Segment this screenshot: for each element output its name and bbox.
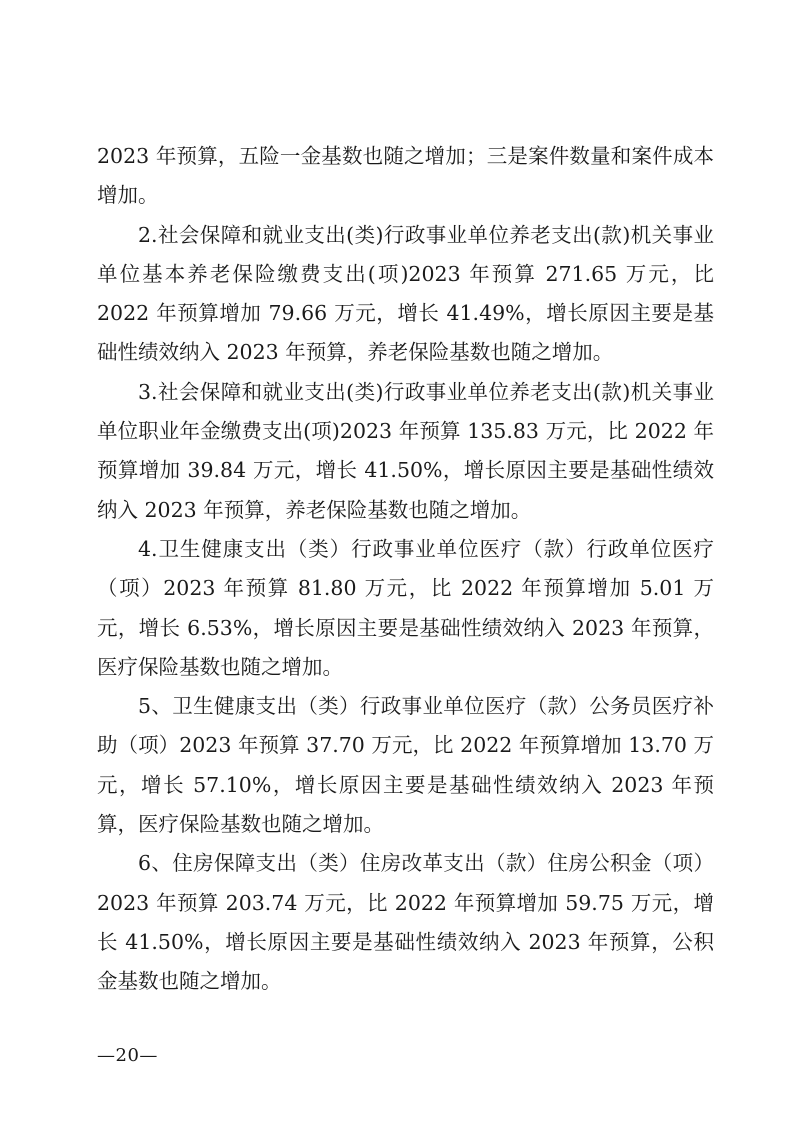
paragraph-civil-servant-medical: 5、卫生健康支出（类）行政事业单位医疗（款）公务员医疗补助（项）2023 年预算 37.70 万元，比 2022 年预算增加 13.70 万元，增长 57.10%，增长原因主要是基础性绩效纳入 2023 年预算，医疗保险基数也随之增加。: [97, 694, 714, 837]
body-text: [97, 137, 714, 1002]
paragraph-housing-fund: 6、住房保障支出（类）住房改革支出（款）住房公积金（项）2023 年预算 203.74 万元，比 2022 年预算增加 59.75 万元，增长 41.50%，增长原因主要是基础性绩效纳入 2023 年预算，公积金基数也随之增加。: [97, 851, 714, 994]
paragraph-pension-insurance: 2.社会保障和就业支出(类)行政事业单位养老支出(款)机关事业单位基本养老保险缴费支出(项)2023 年预算 271.65 万元，比 2022 年预算增加 79.66 万元，增长 41.49%，增长原因主要是基础性绩效纳入 2023 年预算，养老保险基数也随之增加。: [97, 222, 714, 365]
paragraph-continuation: 2023 年预算，五险一金基数也随之增加；三是案件数量和案件成本增加。: [97, 144, 714, 208]
page-number: —20—: [97, 1045, 158, 1066]
paragraph-occupational-annuity: 3.社会保障和就业支出(类)行政事业单位养老支出(款)机关事业单位职业年金缴费支出(项)2023 年预算 135.83 万元，比 2022 年预算增加 39.84 万元，增长 41.50%，增长原因主要是基础性绩效纳入 2023 年预算，养老保险基数也随之增加。: [97, 379, 714, 522]
paragraph-administrative-medical: 4.卫生健康支出（类）行政事业单位医疗（款）行政单位医疗（项）2023 年预算 81.80 万元，比 2022 年预算增加 5.01 万元，增长 6.53%，增长原因主要是基础性绩效纳入 2023 年预算，医疗保险基数也随之增加。: [97, 536, 714, 679]
